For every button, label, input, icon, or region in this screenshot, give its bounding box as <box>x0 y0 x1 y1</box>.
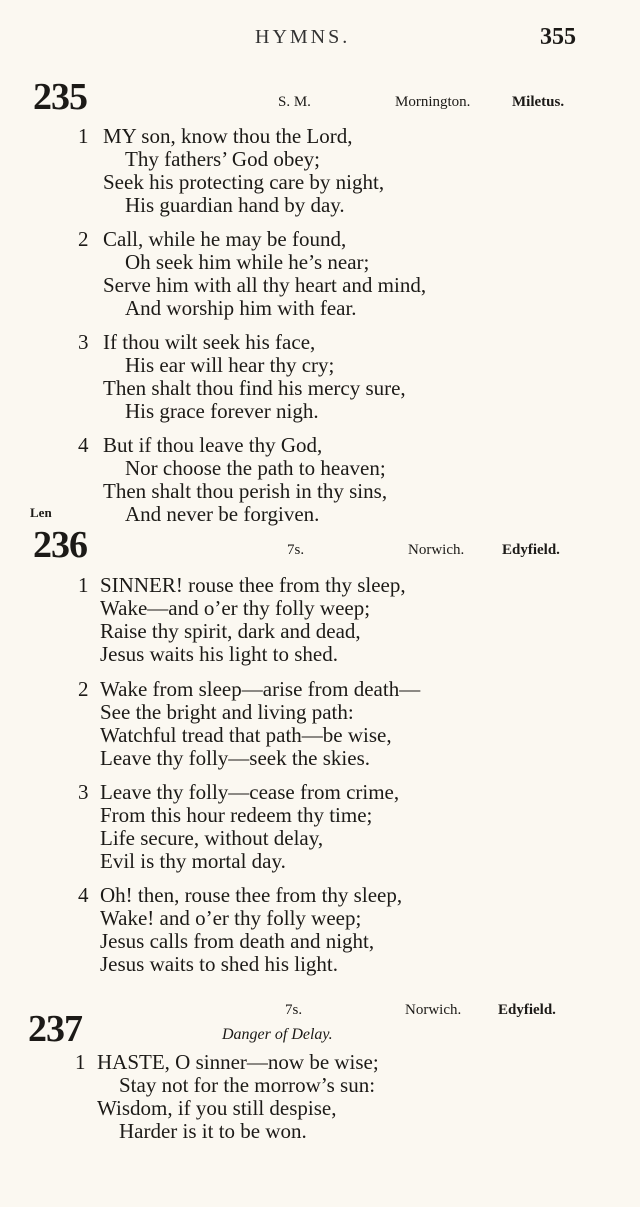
meter: 7s. <box>285 1002 303 1018</box>
stanza-number: 2 <box>78 227 89 251</box>
verse-line: Harder is it to be won. <box>119 1119 307 1143</box>
verse-line: Oh! then, rouse thee from thy sleep, <box>100 883 403 907</box>
running-title: HYMNS. <box>255 26 351 48</box>
meter: S. M. <box>278 94 311 110</box>
hymn-subtitle: Danger of Delay. <box>222 1026 333 1043</box>
verse-line: Nor choose the path to heaven; <box>125 456 386 480</box>
stanza-number: 4 <box>78 433 89 457</box>
verse-line: His grace forever nigh. <box>125 399 319 423</box>
hymn-number: 235 <box>33 76 87 118</box>
verse-line: Wake—and o’er thy folly weep; <box>100 596 371 620</box>
tune-name-alt: Edyfield. <box>498 1002 556 1018</box>
tune-name: Norwich. <box>405 1002 462 1018</box>
verse-line: Then shalt thou find his mercy sure, <box>103 376 406 400</box>
verse-line: From this hour redeem thy time; <box>100 803 373 827</box>
verse-line: See the bright and living path: <box>100 700 354 724</box>
verse-line: Serve him with all thy heart and mind, <box>103 273 427 297</box>
verse-line: Watchful tread that path—be wise, <box>100 723 392 747</box>
tune-name: Norwich. <box>408 542 465 558</box>
stanza-number: 3 <box>78 330 89 354</box>
verse-line: If thou wilt seek his face, <box>103 330 316 354</box>
verse-line: Wisdom, if you still despise, <box>97 1096 337 1120</box>
verse-line: Jesus calls from death and night, <box>100 929 375 953</box>
page-number: 355 <box>540 24 576 50</box>
verse-line: His ear will hear thy cry; <box>125 353 335 377</box>
stanza-number: 4 <box>78 883 89 907</box>
stanza-number: 1 <box>75 1050 86 1074</box>
stanza-number: 1 <box>78 124 89 148</box>
stanza-number: 2 <box>78 677 89 701</box>
hymn-number: 236 <box>33 524 87 566</box>
meter: 7s. <box>287 542 305 558</box>
verse-line: Jesus waits to shed his light. <box>100 952 339 976</box>
verse-line: Stay not for the morrow’s sun: <box>119 1073 376 1097</box>
tune-name-alt: Edyfield. <box>502 542 560 558</box>
verse-line: Jesus waits his light to shed. <box>100 642 339 666</box>
tune-name-alt: Miletus. <box>512 94 565 110</box>
verse-line: HASTE, O sinner—now be wise; <box>97 1050 379 1074</box>
verse-line: Oh seek him while he’s near; <box>125 250 370 274</box>
verse-line: But if thou leave thy God, <box>103 433 323 457</box>
verse-line: SINNER! rouse thee from thy sleep, <box>100 573 406 597</box>
stanza-number: 1 <box>78 573 89 597</box>
verse-line: Wake from sleep—arise from death— <box>100 677 421 701</box>
verse-line: Leave thy folly—seek the skies. <box>100 746 371 770</box>
margin-note: Len <box>30 505 52 520</box>
verse-line: And worship him with fear. <box>125 296 357 320</box>
verse-line: Leave thy folly—cease from crime, <box>100 780 400 804</box>
verse-line: Evil is thy mortal day. <box>100 849 286 873</box>
verse-line: Call, while he may be found, <box>103 227 347 251</box>
verse-line: Raise thy spirit, dark and dead, <box>100 619 361 643</box>
verse-line: His guardian hand by day. <box>125 193 345 217</box>
verse-line: Then shalt thou perish in thy sins, <box>103 479 388 503</box>
verse-line: And never be forgiven. <box>125 502 320 526</box>
stanza-number: 3 <box>78 780 89 804</box>
verse-line: Wake! and o’er thy folly weep; <box>100 906 362 930</box>
verse-line: MY son, know thou the Lord, <box>103 124 353 148</box>
verse-line: Life secure, without delay, <box>100 826 324 850</box>
verse-line: Thy fathers’ God obey; <box>125 147 320 171</box>
hymn-number: 237 <box>28 1008 82 1050</box>
tune-name: Mornington. <box>395 94 471 110</box>
verse-line: Seek his protecting care by night, <box>103 170 385 194</box>
